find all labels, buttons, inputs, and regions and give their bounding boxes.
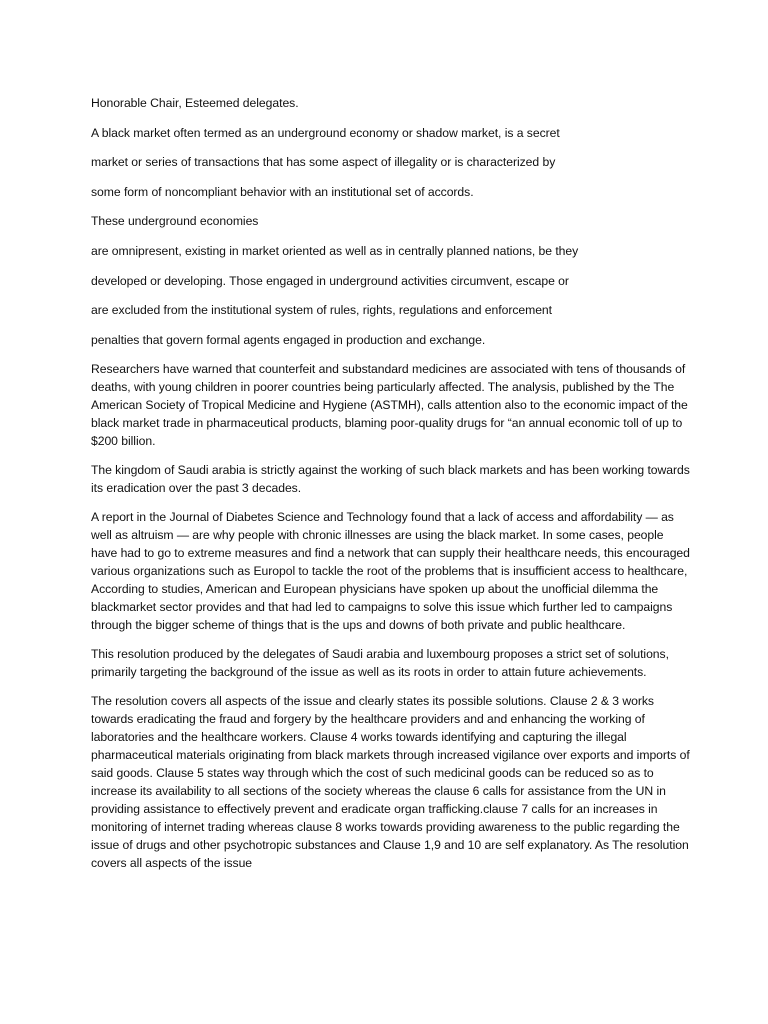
intro-line: developed or developing. Those engaged in underground activities circumvent, escape or <box>91 273 569 288</box>
intro-line: market or series of transactions that has some aspect of illegality or is characterized by <box>91 155 556 170</box>
intro-line: These underground economies <box>91 214 259 229</box>
intro-line: penalties that govern formal agents engaged in production and exchange. <box>91 332 486 347</box>
paragraph-diabetes-report: A report in the Journal of Diabetes Science and Technology found that a lack of access and affordability — as well as altruism — are why people with chronic illnesses are using the black market. In some cases, people have had to go to extreme measures and find a network that can supply their healthcare needs, this encouraged various organizations such as Europol to tackle the root of the problems that is insufficient access to healthcare, According to studies, American and European physicians have spoken up about the unofficial dilemma the blackmarket sector provides and that had led to campaigns to solve this issue which further led to campaigns through the bigger scheme of things that is the ups and downs of both private and public healthcare. <box>91 510 690 633</box>
paragraph-resolution-clauses: The resolution covers all aspects of the issue and clearly states its possible solutions. Clause 2 & 3 works towards eradicating the fraud and forgery by the healthcare providers and and enhancing the working of laboratories and the healthcare workers. Clause 4 works towards identifying and capturing the illegal pharmaceutical materials originating from black markets through increased vigilance over exports and imports of said goods. Clause 5 states way through which the cost of such medicinal goods can be reduced so as to increase its availability to all sections of the society whereas the clause 6 calls for assistance from the UN in providing assistance to effectively prevent and eradicate organ trafficking.clause 7 calls for an increases in monitoring of internet trading whereas clause 8 works towards providing awareness to the public regarding the issue of drugs and other psychotropic substances and Clause 1,9 and 10 are self explanatory. As The resolution covers all aspects of the issue <box>91 694 690 871</box>
intro-line: are omnipresent, existing in market oriented as well as in centrally planned nations, be they <box>91 243 579 258</box>
paragraph-saudi-position: The kingdom of Saudi arabia is strictly against the working of such black markets and has been working towards its eradication over the past 3 decades. <box>91 463 690 496</box>
intro-line: some form of noncompliant behavior with an institutional set of accords. <box>91 184 474 199</box>
document-body <box>91 94 691 883</box>
intro-line: A black market often termed as an underground economy or shadow market, is a secret <box>91 125 560 140</box>
intro-line: are excluded from the institutional system of rules, rights, regulations and enforcement <box>91 303 552 318</box>
paragraph-resolution-intro: This resolution produced by the delegates of Saudi arabia and luxembourg proposes a strict set of solutions, primarily targeting the background of the issue as well as its roots in order to attain future achievements. <box>91 647 669 680</box>
opening-line: Honorable Chair, Esteemed delegates. <box>91 96 299 110</box>
paragraph-counterfeit-medicines: Researchers have warned that counterfeit and substandard medicines are associated with tens of thousands of deaths, with young children in poorer countries being particularly affected. The analysis, published by the The American Society of Tropical Medicine and Hygiene (ASTMH), calls attention also to the economic impact of the black market trade in pharmaceutical products, blaming poor-quality drugs for “an annual economic toll of up to $200 billion. <box>91 362 688 449</box>
